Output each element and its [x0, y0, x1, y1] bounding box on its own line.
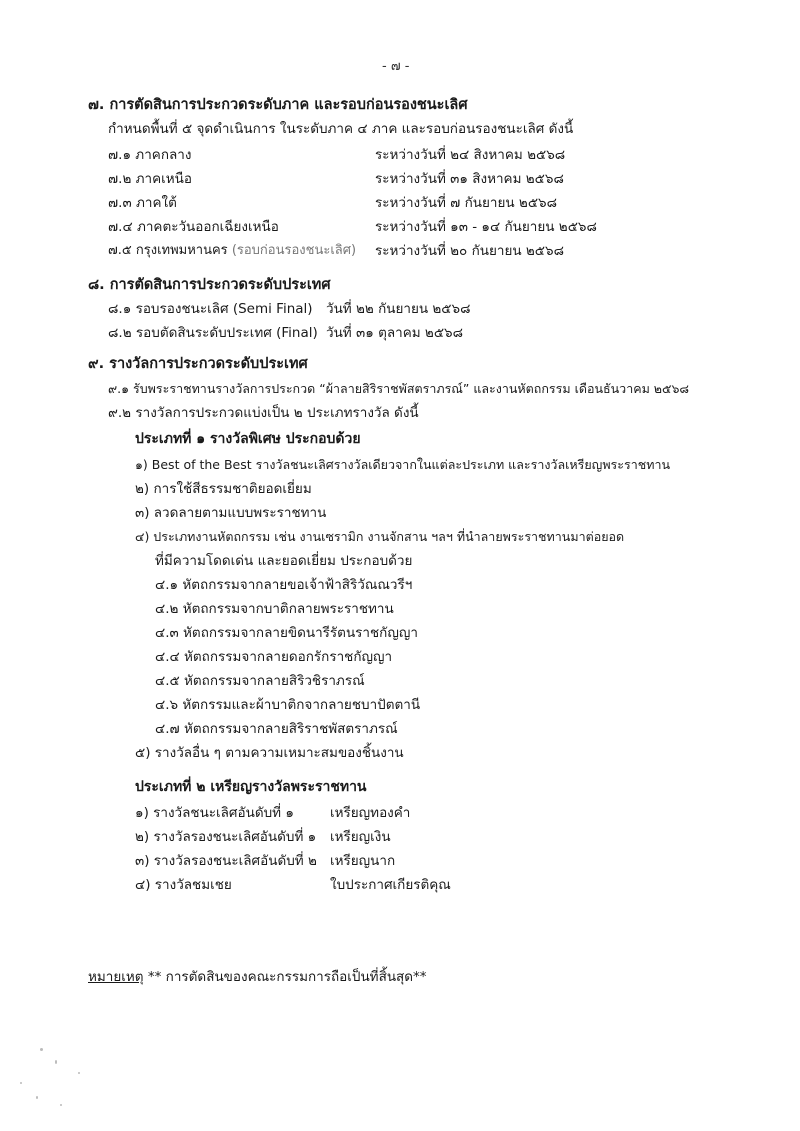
type-2-row-2-label: ๒) รางวัลรองชนะเลิศอันดับที่ ๑: [135, 829, 317, 845]
final-label: ๘.๒ รอบตัดสินระดับประเทศ (Final): [108, 325, 318, 341]
type-1-item-4-continued: ที่มีความโดดเด่น และยอดเยี่ยม ประกอบด้วย: [155, 553, 413, 569]
region-bangkok-label: ๗.๕ กรุงเทพมหานคร: [108, 243, 228, 258]
subitem-4-2: ๔.๒ หัตถกรรมจากบาติกลายพระราชทาน: [155, 601, 394, 617]
region-south-date: ระหว่างวันที่ ๗ กันยายน ๒๕๖๘: [375, 195, 558, 211]
region-bangkok-date: ระหว่างวันที่ ๒๐ กันยายน ๒๕๖๘: [375, 243, 565, 259]
subitem-4-7: ๔.๗ หัตถกรรมจากลายสิริราชพัสตราภรณ์: [155, 721, 398, 737]
subitem-4-4: ๔.๔ หัตถกรรมจากลายดอกรักราชกัญญา: [155, 649, 393, 665]
section-8-heading: ๘. การตัดสินการประกวดระดับประเทศ: [88, 277, 331, 293]
section-7-heading: ๗. การตัดสินการประกวดระดับภาค และรอบก่อนรองชนะเลิศ: [88, 97, 468, 113]
footnote: [88, 968, 427, 986]
type-2-row-3-label: ๓) รางวัลรองชนะเลิศอันดับที่ ๒: [135, 853, 317, 869]
type-2-row-4-label: ๔) รางวัลชมเชย: [135, 877, 232, 893]
type-2-row-4-prize: ใบประกาศเกียรติคุณ: [330, 877, 451, 893]
type-1-item-3: ๓) ลวดลายตามแบบพระราชทาน: [135, 505, 327, 521]
region-central: ๗.๑ ภาคกลาง: [108, 147, 192, 163]
type-1-item-1: ๑) Best of the Best รางวัลชนะเลิศรางวัลเดียวจากในแต่ละประเภท และรางวัลเหรียญพระราชทาน: [135, 457, 671, 472]
final-date: วันที่ ๓๑ ตุลาคม ๒๕๖๘: [326, 325, 464, 341]
section-7-intro: กำหนดพื้นที่ ๕ จุดดำเนินการ ในระดับภาค ๔ ภาค และรอบก่อนรองชนะเลิศ ดังนี้: [108, 121, 574, 137]
type-1-heading: ประเภทที่ ๑ รางวัลพิเศษ ประกอบด้วย: [135, 431, 361, 447]
region-north: ๗.๒ ภาคเหนือ: [108, 171, 192, 187]
region-central-date: ระหว่างวันที่ ๒๔ สิงหาคม ๒๕๖๘: [375, 147, 566, 163]
semi-final-date: วันที่ ๒๒ กันยายน ๒๕๖๘: [326, 301, 471, 317]
type-2-row-2-prize: เหรียญเงิน: [330, 829, 391, 845]
type-2-row-3-prize: เหรียญนาก: [330, 853, 396, 869]
scan-speck: [55, 1060, 57, 1064]
scan-speck: [20, 1082, 22, 1084]
section-9-item-1: ๙.๑ รับพระราชทานรางวัลการประกวด “ผ้าลายสิริราชพัสตราภรณ์” และงานหัตถกรรม เดือนธันวาคม ๒๕๖๘: [108, 381, 690, 396]
footnote-text: ** การตัดสินของคณะกรรมการถือเป็นที่สิ้นสุด**: [143, 969, 427, 985]
type-1-item-2: ๒) การใช้สีธรรมชาติยอดเยี่ยม: [135, 481, 312, 497]
type-2-row-1-label: ๑) รางวัลชนะเลิศอันดับที่ ๑: [135, 805, 294, 821]
region-north-date: ระหว่างวันที่ ๓๑ สิงหาคม ๒๕๖๘: [375, 171, 564, 187]
scan-speck: [40, 1048, 43, 1051]
subitem-4-5: ๔.๕ หัตถกรรมจากลายสิริวชิราภรณ์: [155, 673, 365, 689]
semi-final-label: ๘.๑ รอบรองชนะเลิศ (Semi Final): [108, 301, 313, 317]
region-bangkok: [108, 242, 356, 260]
subitem-4-3: ๔.๓ หัตถกรรมจากลายขิดนารีรัตนราชกัญญา: [155, 625, 418, 641]
scan-speck: [36, 1096, 38, 1099]
region-northeast-date: ระหว่างวันที่ ๑๓ - ๑๔ กันยายน ๒๕๖๘: [375, 219, 597, 235]
section-9-heading: ๙. รางวัลการประกวดระดับประเทศ: [88, 356, 308, 372]
type-2-heading: ประเภทที่ ๒ เหรียญรางวัลพระราชทาน: [135, 779, 367, 795]
subitem-4-1: ๔.๑ หัตถกรรมจากลายขอเจ้าฟ้าสิริวัณณวรีฯ: [155, 577, 413, 593]
type-2-row-1-prize: เหรียญทองคำ: [330, 805, 411, 821]
scan-speck: [78, 1072, 80, 1074]
subitem-4-6: ๔.๖ หัตกรรมและผ้าบาติกจากลายชบาปัตตานี: [155, 697, 421, 713]
region-bangkok-note: (รอบก่อนรองชนะเลิศ): [231, 243, 357, 258]
scan-speck: [60, 1104, 62, 1106]
region-south: ๗.๓ ภาคใต้: [108, 195, 177, 211]
page-number: - ๗ -: [382, 59, 410, 74]
type-1-item-5: ๕) รางวัลอื่น ๆ ตามความเหมาะสมของชิ้นงาน: [135, 745, 404, 761]
type-1-item-4: ๔) ประเภทงานหัตถกรรม เช่น งานเซรามิก งานจักสาน ฯลฯ ที่นำลายพระราชทานมาต่อยอด: [135, 529, 625, 544]
region-northeast: ๗.๔ ภาคตะวันออกเฉียงเหนือ: [108, 219, 279, 235]
footnote-label: หมายเหตุ: [88, 969, 144, 985]
section-9-item-2: ๙.๒ รางวัลการประกวดแบ่งเป็น ๒ ประเภทรางวัล ดังนี้: [108, 405, 419, 421]
